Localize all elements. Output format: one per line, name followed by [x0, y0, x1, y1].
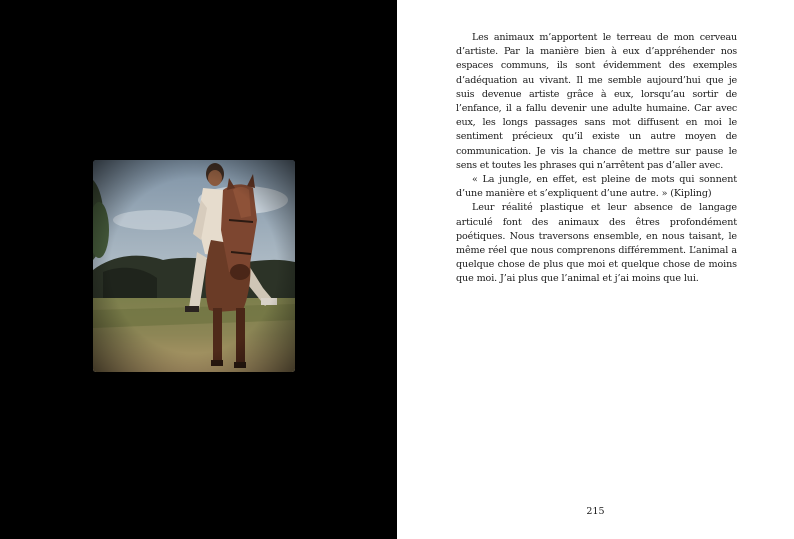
horse-rider-image	[93, 160, 295, 372]
paragraph-1: Les animaux m’apportent le terreau de mon cerveau d’artiste. Par la manière bien à eux d’appréhender nos espaces communs, ils sont évidemment des exemples d’adéquation au vivant. Il me semble aujourd’hui que je suis devenue artiste grâce à eux, lorsqu’au sortir de l’enfance, il a fallu devenir une adulte humaine. Car avec eux, les longs passages sans mot diffusent en moi le sentiment précieux qu’il existe un autre moyen de communication. Je vis la chance de mettre sur pause le sens et toutes les phrases qui n’arrêtent pas d’aller avec.	[456, 32, 737, 171]
film-still-photo	[93, 160, 295, 372]
right-page	[397, 0, 794, 539]
paragraph-3: Leur réalité plastique et leur absence de langage articulé font des animaux des êtres profondément poétiques. Nous traversons ensemble, en nous taisant, le même réel que nous comprenons différemment. L’animal a quelque chose de plus que moi et quelque chose de moins que moi. J’ai plus que l’animal et j’ai moins que lui.	[456, 202, 737, 285]
paragraph-quote: « La jungle, en effet, est pleine de mots qui sonnent d’une manière et s’expliquent d’une autre. » (Kipling)	[456, 174, 737, 200]
body-text	[456, 31, 737, 287]
page-number: 215	[586, 506, 605, 517]
